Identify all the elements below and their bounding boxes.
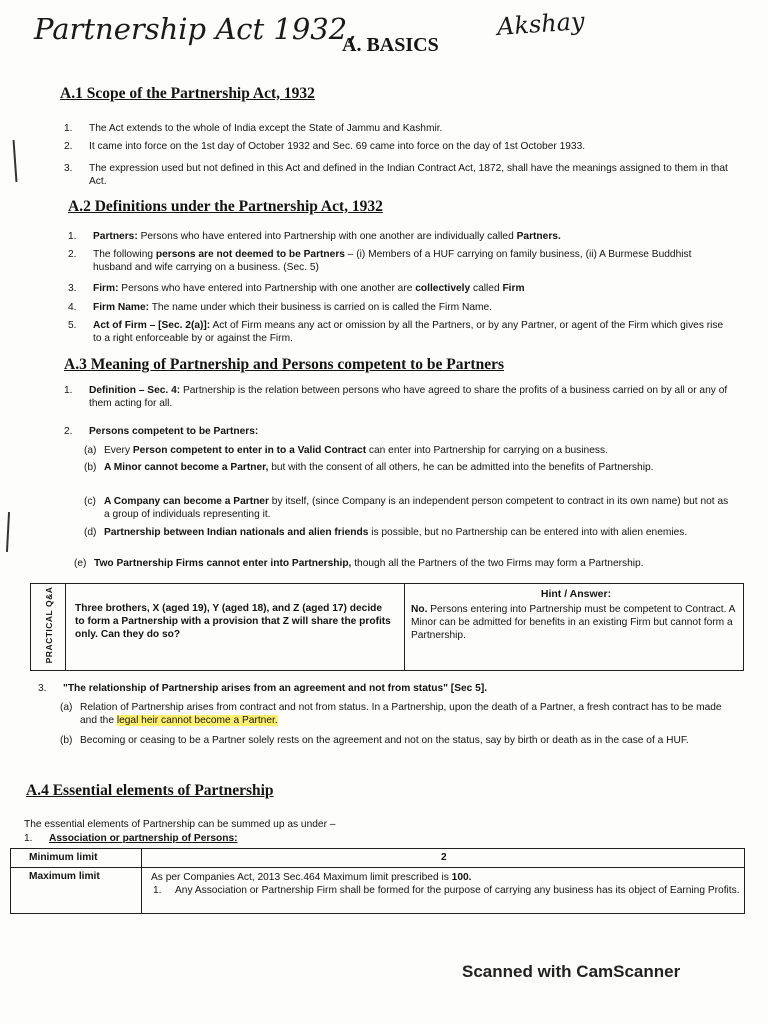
section-a2-heading: A.2 Definitions under the Partnership Act, 1932 xyxy=(68,198,383,215)
hint-answer: No. Persons entering into Partnership must be competent to Contract. A Minor can be admitted for benefits in an existing Firm but cannot form a Partnership. xyxy=(411,604,735,641)
hint-heading: Hint / Answer: xyxy=(540,588,612,600)
handwritten-heading: Partnership Act 1932, xyxy=(34,12,357,46)
min-limit-label: Minimum limit xyxy=(29,852,98,863)
max-limit-point: 1. Any Association or Partnership Firm shall be formed for the purpose of carrying any business has its object of Earning Profits. xyxy=(153,885,740,896)
pen-mark xyxy=(13,140,18,182)
page-title: A. BASICS xyxy=(342,34,439,56)
a3-sub-e: (e) Two Partnership Firms cannot enter into Partnership, though all the Partners of the two Firms may form a Partnership. xyxy=(74,558,644,569)
a3-sub-d: (d) Partnership between Indian nationals and alien friends is possible, but no Partnership can be entered into with alien enemies. xyxy=(84,527,688,538)
a3-item-3: 3. "The relationship of Partnership arises from an agreement and not from status" [Sec 5]. xyxy=(38,683,488,694)
a2-item-4: 4. Firm Name: The name under which their business is carried on is called the Firm Name. xyxy=(68,302,492,313)
highlighted-text: legal heir cannot become a Partner. xyxy=(116,715,278,726)
a3-sub-b: (b) A Minor cannot become a Partner, but with the consent of all others, he can be admitted into the benefits of Partnership. xyxy=(84,462,654,473)
practical-divider xyxy=(404,584,405,670)
a1-item-2: 2. It came into force on the 1st day of October 1932 and Sec. 69 came into force on the day of 1st October 1933. xyxy=(64,141,586,152)
section-a4-heading: A.4 Essential elements of Partnership xyxy=(26,782,274,799)
a3-item3-sub-a: (a) Relation of Partnership arises from contract and not from status. In a Partnership, upon the death of a Partner, a fresh contract has to be made and the legal heir cannot become a Partner. xyxy=(60,702,722,726)
a4-intro: The essential elements of Partnership can be summed up as under – xyxy=(24,819,336,830)
table-row-min xyxy=(11,849,744,868)
a3-sub-a: (a) Every Person competent to enter in to a Valid Contract can enter into Partnership for carrying on a business. xyxy=(84,445,608,456)
practical-question: Three brothers, X (aged 19), Y (aged 18), and Z (aged 17) decide to form a Partnership with a provision that Z will share the profits only. Can they do so? xyxy=(75,603,391,640)
a2-item-3: 3. Firm: Persons who have entered into Partnership with one another are collectively called Firm xyxy=(68,283,525,294)
a3-item-1: 1. Definition – Sec. 4: Partnership is the relation between persons who have agreed to share the profits of a business carried on by all or any of them acting for all. xyxy=(64,385,728,409)
min-limit-value: 2 xyxy=(441,852,447,863)
a3-item-2: 2. Persons competent to be Partners: xyxy=(64,426,259,437)
table-column-divider xyxy=(141,849,142,913)
a1-item-3: 3. The expression used but not defined in this Act and defined in the Indian Contract Act, 1872, shall have the meanings assigned to them in that Act. xyxy=(64,163,728,187)
a3-item3-sub-b: (b) Becoming or ceasing to be a Partner solely rests on the agreement and not on the status, say by birth or death as in the case of a HUF. xyxy=(60,735,689,746)
a1-item-1: 1. The Act extends to the whole of India except the State of Jammu and Kashmir. xyxy=(64,123,443,134)
a3-sub-c: (c) A Company can become a Partner by itself, (since Company is an independent person competent to contract in its own name) but not as a group of individuals representing it. xyxy=(84,496,729,520)
a2-item-1: 1. Partners: Persons who have entered into Partnership with one another are individually called Partners. xyxy=(68,231,561,242)
handwritten-name: Akshay xyxy=(496,6,586,42)
max-limit-label: Maximum limit xyxy=(29,871,100,882)
max-limit-value: As per Companies Act, 2013 Sec.464 Maximum limit prescribed is 100. xyxy=(151,872,472,883)
section-a1-heading: A.1 Scope of the Partnership Act, 1932 xyxy=(60,85,315,102)
practical-tag: PRACTICAL Q&A xyxy=(31,584,66,670)
a4-item-1: 1. Association or partnership of Persons: xyxy=(24,833,238,844)
limits-table xyxy=(10,848,745,914)
section-a3-heading: A.3 Meaning of Partnership and Persons competent to be Partners xyxy=(64,356,504,373)
pen-mark xyxy=(6,512,10,552)
practical-qa-box xyxy=(30,583,744,671)
a2-item-2: 2. The following persons are not deemed to be Partners – (i) Members of a HUF carrying on family business, (ii) A Burmese Buddhist husband and wife carrying on a business. (Sec. 5) xyxy=(68,249,692,273)
scanner-watermark: Scanned with CamScanner xyxy=(462,962,681,981)
a2-item-5: 5. Act of Firm – [Sec. 2(a)]: Act of Firm means any act or omission by all the Partners, or by any Partner, or agent of the Firm which gives rise to a right enforceable by or against the Firm. xyxy=(68,320,724,344)
